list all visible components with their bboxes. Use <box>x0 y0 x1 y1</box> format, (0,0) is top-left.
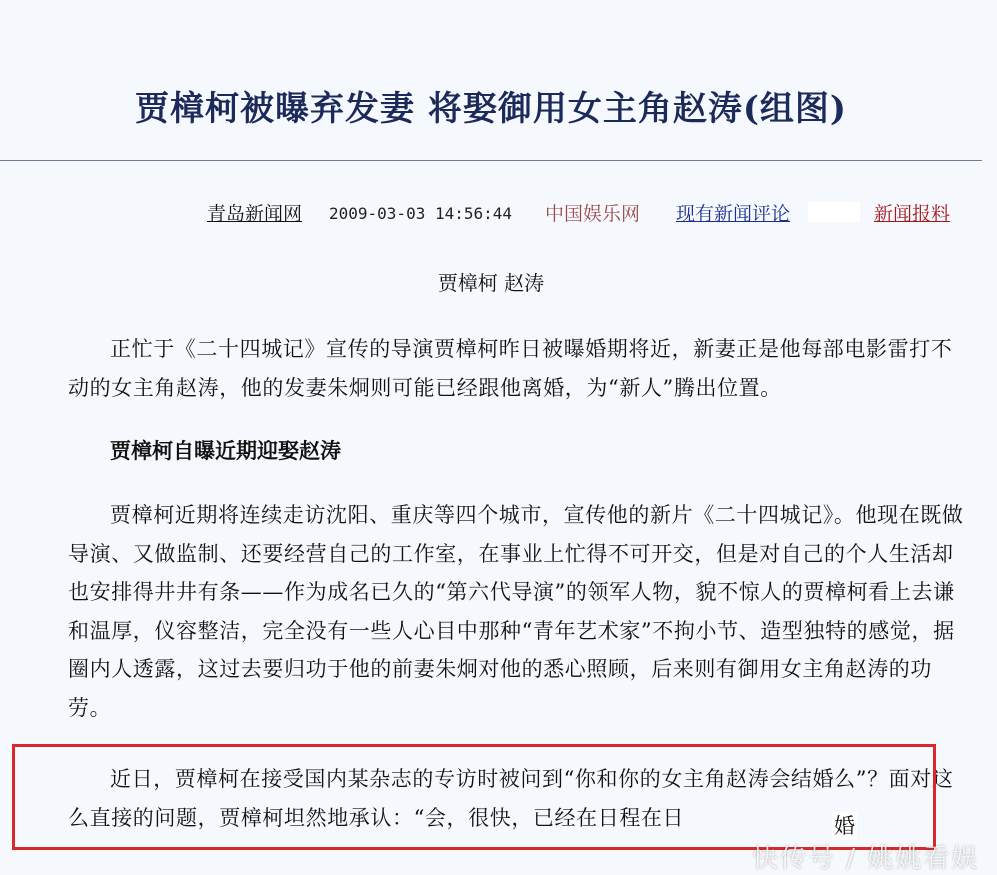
title-divider <box>0 160 982 161</box>
news-comments-link[interactable]: 现有新闻评论 <box>676 203 791 225</box>
overlay-character: 婚 <box>834 814 855 838</box>
article-subheading: 贾樟柯自曝近期迎娶赵涛 <box>110 438 341 463</box>
article-paragraph-2: 贾樟柯近期将连续走访沈阳、重庆等四个城市，宣传他的新片《二十四城记》。他现在既做导演、又做监制、还要经营自己的工作室，在事业上忙得不可开交，但是对自己的个人生活却也安排得井井有条——作为成名已久的“第六代导演”的领军人物，貌不惊人的贾樟柯看上去谦和温厚，仪容整洁，完全没有一些人心目中那种“青年艺术家”不拘小节、造型独特的感觉，据圈内人透露，这过去要归功于他的前妻朱炯对他的悉心照顾，后来则有御用女主角赵涛的功劳。 <box>68 503 964 720</box>
article-paragraph-3: 近日，贾樟柯在接受国内某杂志的专访时被问到“你和你的女主角赵涛会结婚么”？面对这么直接的问题，贾樟柯坦然地承认：“会，很快，已经在日程在日 <box>68 767 954 830</box>
image-caption: 贾樟柯 赵涛 <box>437 271 545 295</box>
blank-patch <box>808 202 860 222</box>
article-title: 贾樟柯被曝弃发妻 将娶御用女主角赵涛(组图) <box>134 89 847 129</box>
source-link[interactable]: 青岛新闻网 <box>207 203 303 225</box>
news-report-link[interactable]: 新闻报料 <box>874 203 951 225</box>
publish-datetime: 2009-03-03 14:56:44 <box>329 204 513 223</box>
site-name: 中国娱乐网 <box>545 203 641 225</box>
article-meta <box>0 200 958 228</box>
watermark-text: 快传号 / 姚姚看娱 <box>752 844 980 874</box>
article-paragraph-1: 正忙于《二十四城记》宣传的导演贾樟柯昨日被曝婚期将近，新妻正是他每部电影雷打不动的女主角赵涛，他的发妻朱炯则可能已经跟他离婚，为“新人”腾出位置。 <box>68 337 953 400</box>
